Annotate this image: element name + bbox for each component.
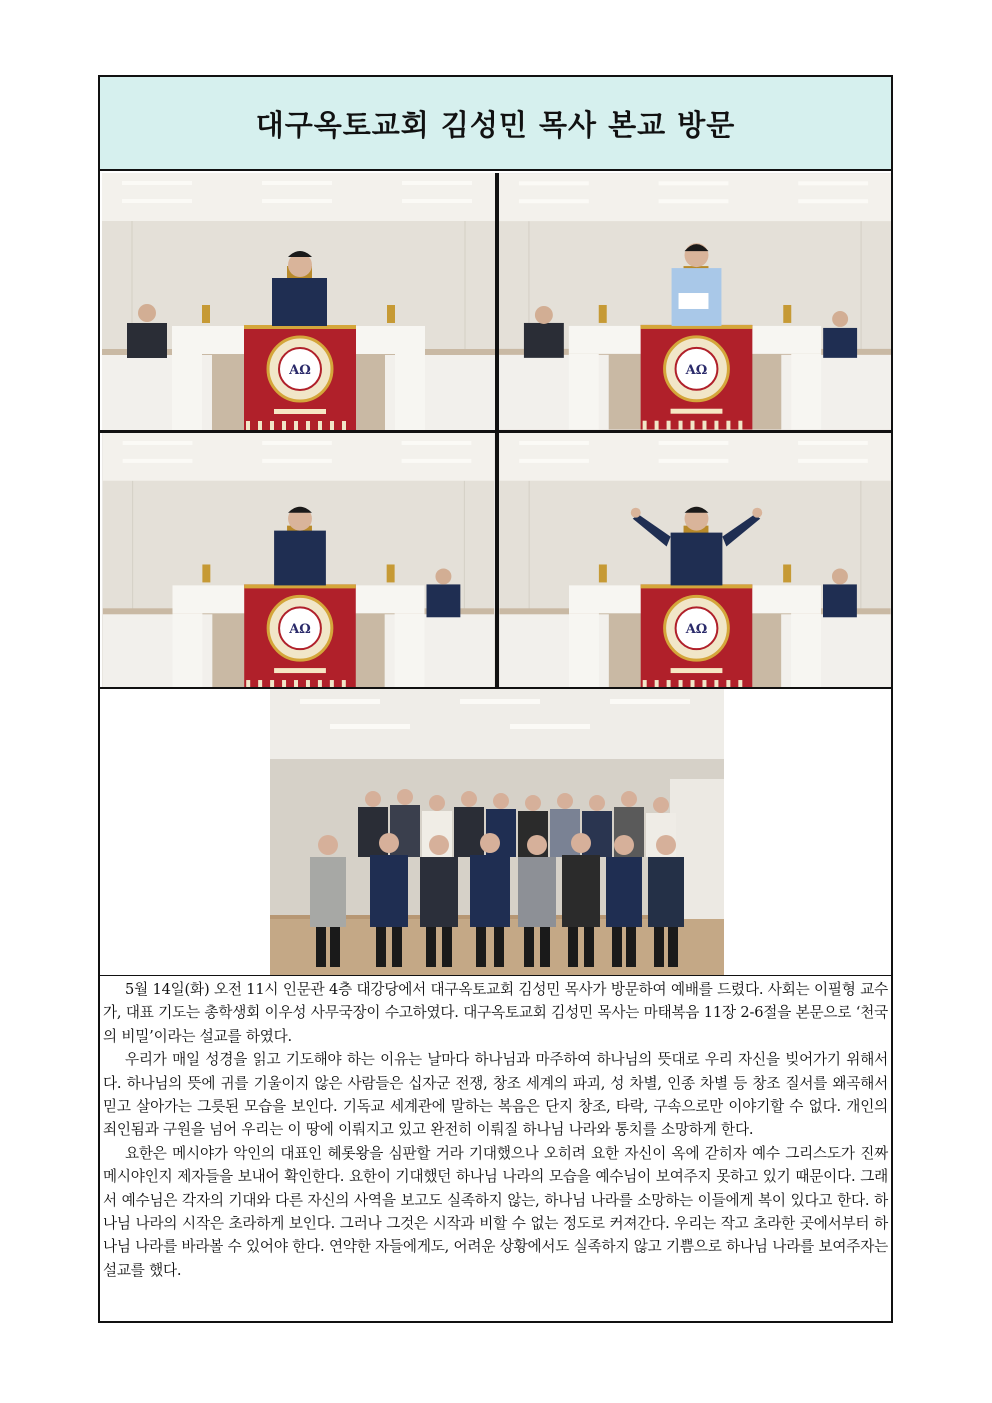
pastor-blessing-photo [499,433,891,689]
student-reading-photo [499,173,891,430]
title-box [100,77,891,171]
page-title: 대구옥토교회 김성민 목사 본교 방문 [255,107,736,142]
photo-divider-horizontal [100,430,891,433]
paragraph-2: 우리가 매일 성경을 읽고 기도해야 하는 이유는 날마다 하나님과 마주하여 하나님의 뜻대로 우리 자신을 빚어가기 위해서다. 하나님의 뜻에 귀를 기울이지 않은 사람들은 십자군 전쟁, 창조 세계의 파괴, 성 차별, 인종 차별 등 창조 질서를 왜곡해서 믿고 살아가는 그릇된 모습을 보인다. 기독교 세계관에 말하는 복음은 단지 창조, 타락, 구속으로만 이야기할 수 없다. 개인의 죄인됨과 구원을 넘어 우리는 이 땅에 이뤄지고 있고 완전히 이뤄질 하나님 나라와 통치를 소망하게 한다. [103,1051,888,1139]
paragraph-1: 5월 14일(화) 오전 11시 인문관 4층 대강당에서 대구옥토교회 김성민 목사가 방문하여 예배를 드렸다. 사회는 이필형 교수가, 대표 기도는 총학생회 이우성 사무국장이 수고하였다. 대구옥토교회 김성민 목사는 마태복음 11장 2-6절을 본문으로 ‘천국의 비밀’이라는 설교를 하였다. [103,981,888,1045]
pastor-preaching-photo [102,433,495,689]
paragraph-3: 요한은 메시야가 악인의 대표인 헤롯왕을 심판할 거라 기대했으나 오히려 요한 자신이 옥에 갇히자 예수 그리스도가 진짜 메시야인지 제자들을 보내어 확인한다. 요한이 기대했던 하나님 나라의 모습을 예수님이 보여주지 못하고 있기 때문이다. 그래서 예수님은 각자의 기대와 다른 자신의 사역을 보고도 실족하지 않는, 하나님 나라를 소망하는 이들에게 복이 있다고 한다. 하나님 나라의 시작은 초라하게 보인다. 그러나 그것은 시작과 비할 수 없는 정도로 커져간다. 우리는 작고 초라한 곳에서부터 하나님 나라를 바라볼 수 있어야 한다. 연약한 자들에게도, 어려운 상황에서도 실족하지 않고 기쁨으로 하나님 나라를 보여주자는 설교를 했다. [103,1144,888,1279]
speaker-at-pulpit-photo [102,173,495,430]
group-photo [270,689,724,975]
article-frame [98,75,893,1323]
article-body [100,975,891,1321]
